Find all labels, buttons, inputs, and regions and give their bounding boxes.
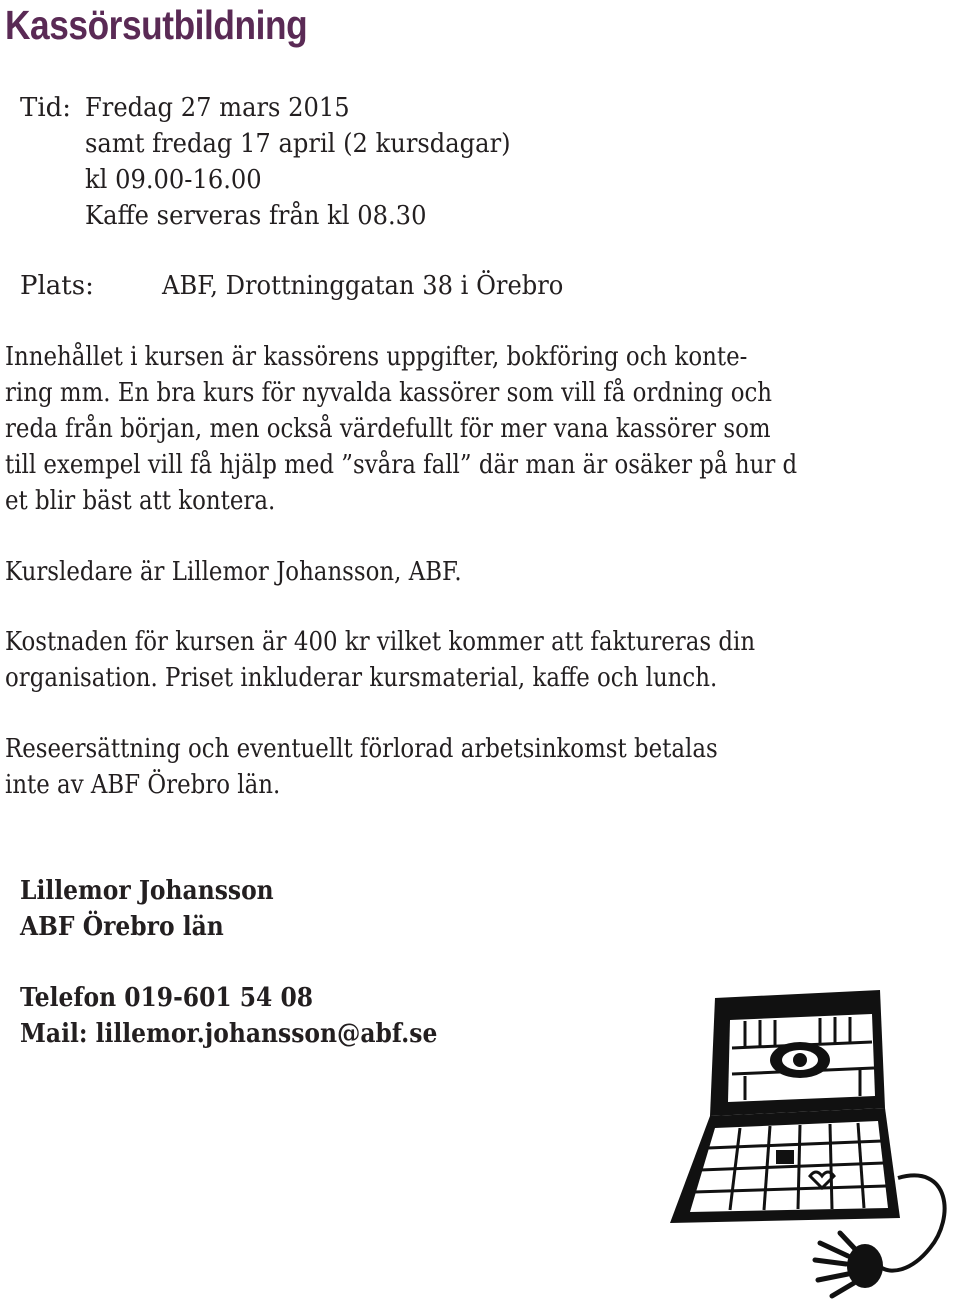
content-line: Innehållet i kursen är kassörens uppgifter, bokföring och konte-	[5, 342, 748, 372]
time-line-4: Kaffe serveras från kl 08.30	[85, 201, 427, 231]
content-line: ring mm. En bra kurs för nyvalda kassörer som vill få ordning och	[5, 378, 773, 408]
content-line: till exempel vill få hjälp med ”svåra fall” där man är osäker på hur d	[5, 450, 798, 480]
contact-phone: Telefon 019-601 54 08	[20, 983, 314, 1013]
time-line-2: samt fredag 17 april (2 kursdagar)	[85, 129, 511, 159]
time-line-3: kl 09.00-16.00	[85, 165, 262, 195]
leader-paragraph	[5, 554, 925, 590]
contact-details	[20, 980, 484, 1052]
place-value: ABF, Drottninggatan 38 i Örebro	[162, 271, 564, 301]
content-line: et blir bäst att kontera.	[5, 486, 276, 516]
leader-line: Kursledare är Lillemor Johansson, ABF.	[5, 557, 462, 587]
cost-line: organisation. Priset inkluderar kursmaterial, kaffe och lunch.	[5, 663, 718, 693]
contact-mail[interactable]: Mail: lillemor.johansson@abf.se	[20, 1019, 438, 1049]
contact-org: ABF Örebro län	[20, 912, 224, 942]
contact-name: Lillemor Johansson	[20, 876, 274, 906]
content-line: reda från början, men också värdefullt för mer vana kassörer som	[5, 414, 771, 444]
place-label: Plats:	[20, 271, 94, 301]
content-paragraph	[5, 339, 925, 519]
contact-block	[20, 873, 302, 945]
travel-line: inte av ABF Örebro län.	[5, 770, 281, 800]
time-label: Tid:	[20, 93, 72, 123]
cost-paragraph	[5, 624, 925, 696]
hand-drawn-laptop-icon	[660, 988, 960, 1308]
page-title: Kassörsutbildning	[5, 2, 308, 48]
travel-line: Reseersättning och eventuellt förlorad arbetsinkomst betalas	[5, 734, 718, 764]
cost-line: Kostnaden för kursen är 400 kr vilket kommer att faktureras din	[5, 627, 756, 657]
time-line-1: Fredag 27 mars 2015	[85, 93, 350, 123]
travel-paragraph	[5, 731, 925, 803]
